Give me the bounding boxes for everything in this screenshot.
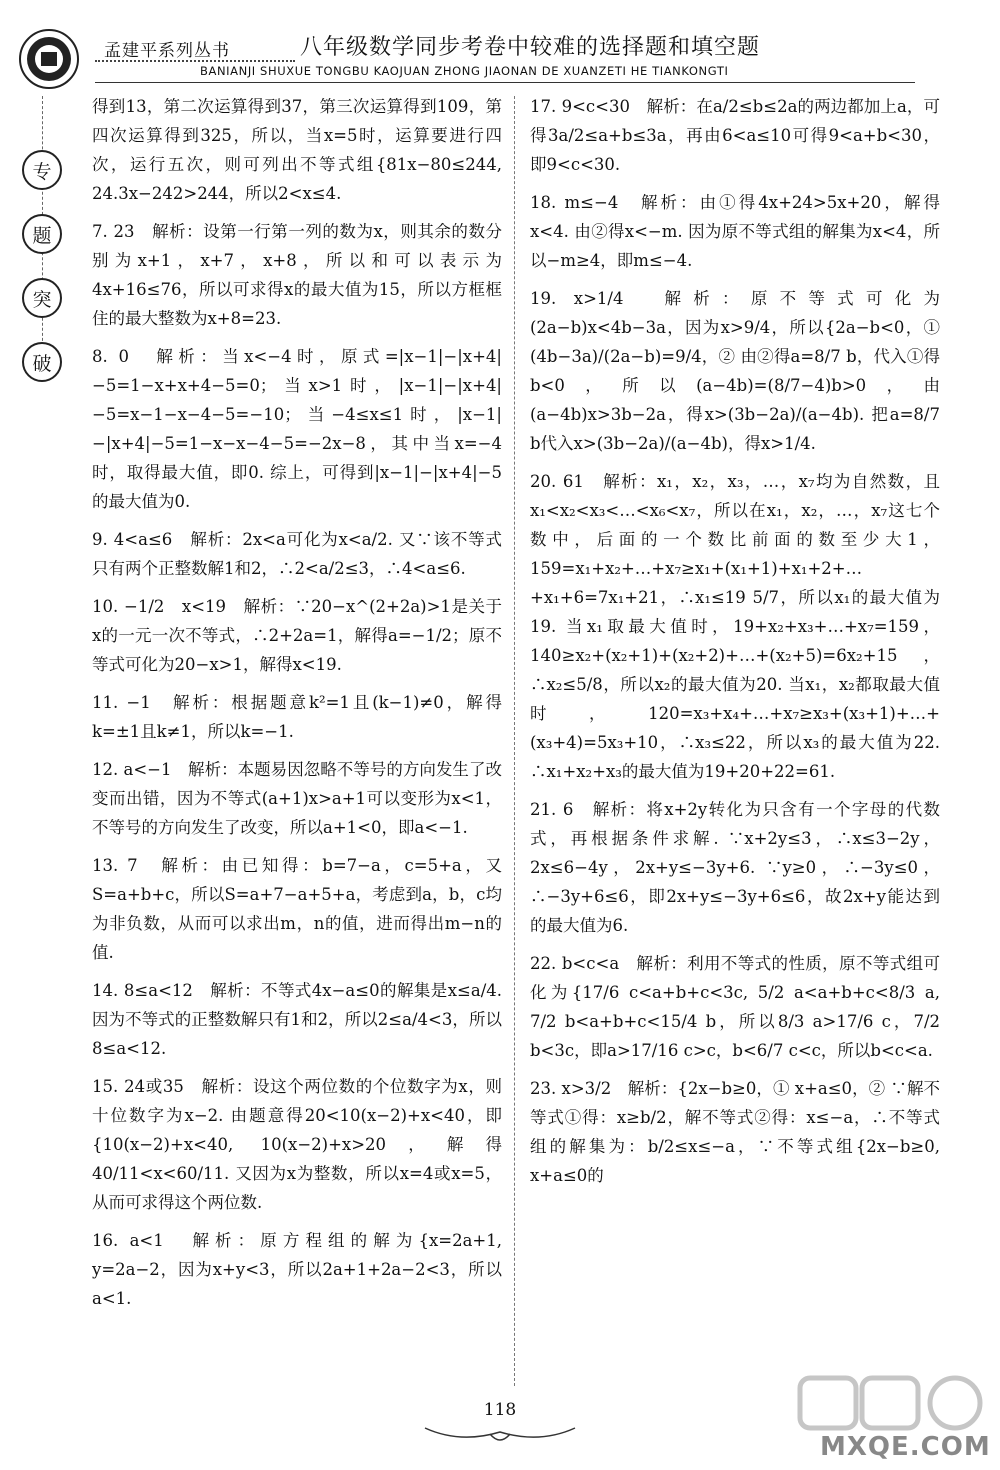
series-name: 孟建平系列丛书	[104, 41, 230, 61]
right-column	[530, 92, 940, 1199]
answer-6-continued: 得到13，第二次运算得到37，第三次运算得到109，第四次运算得到325，所以，当x=5时，运算要进行四次，运行五次，则可列出不等式组{81x−80≤244, 24.3x−242>244，所以2<x≤4.	[92, 97, 502, 203]
side-tag-1: 专	[22, 150, 62, 190]
answer-8: 8. 0 解析：当x<−4时，原式=|x−1|−|x+4|−5=1−x+x+4−5=0；当x>1时，|x−1|−|x+4|−5=x−1−x−4−5=−10；当−4≤x≤1时，|x−1|−|x+4|−5=1−x−x−4−5=−2x−8，其中当x=−4时，取得最大值，即0. 综上，可得到|x−1|−|x+4|−5的最大值为0.	[92, 347, 502, 511]
answer-10: 10. −1/2 x<19 解析：∵20−x^(2+2a)>1是关于x的一元一次不等式，∴2+2a=1，解得a=−1/2；原不等式可化为20−x>1，解得x<19.	[92, 597, 502, 674]
book-title-pinyin: BANIANJI SHUXUE TONGBU KAOJUAN ZHONG JIAONAN DE XUANZETI HE TIANKONGTI	[200, 64, 729, 78]
answer-23: 23. x>3/2 解析：{2x−b≥0，① x+a≤0，② ∵解不等式①得：x≥b/2，解不等式②得：x≤−a，∴不等式组的解集为：b/2≤x≤−a，∵不等式组{2x−b≥0, x+a≤0的	[530, 1079, 940, 1185]
side-tag-2: 题	[22, 214, 62, 254]
answer-13: 13. 7 解析：由已知得：b=7−a，c=5+a，又S=a+b+c，所以S=a+7−a+5+a，考虑到a，b，c均为非负数，从而可以求出m，n的值，进而得出m−n的值.	[92, 856, 502, 962]
column-divider	[514, 96, 515, 1386]
left-column	[92, 92, 502, 1322]
watermark-text: MXQE.COM	[820, 1432, 991, 1462]
series-logo-icon	[18, 28, 80, 90]
answer-22: 22. b<c<a 解析：利用不等式的性质，原不等式组可化为{17/6 c<a+b+c<3c, 5/2 a<a+b+c<8/3 a, 7/2 b<a+b+c<15/4 b，所以8/3 a>17/6 c，7/2 b<3c，即a>17/16 c>c，b<6/7 c<c，所以b<c<a.	[530, 954, 940, 1060]
answer-7: 7. 23 解析：设第一行第一列的数为x，则其余的数分别为x+1，x+7，x+8，所以和可以表示为4x+16≤76，所以可求得x的最大值为15，所以方框框住的最大整数为x+8=23.	[92, 222, 502, 328]
answer-11: 11. −1 解析：根据题意k²=1且(k−1)≠0，解得k=±1且k≠1，所以k=−1.	[92, 693, 502, 741]
side-tags	[22, 150, 62, 406]
book-title: 八年级数学同步考卷中较难的选择题和填空题	[300, 35, 761, 60]
answer-18: 18. m≤−4 解析：由①得4x+24>5x+20，解得x<4. 由②得x<−m. 因为原不等式组的解集为x<4，所以−m≥4，即m≤−4.	[530, 193, 940, 270]
answer-9: 9. 4<a≤6 解析：2x<a可化为x<a/2. 又∵该不等式只有两个正整数解1和2，∴2<a/2≤3，∴4<a≤6.	[92, 530, 502, 578]
answer-16: 16. a<1 解析：原方程组的解为{x=2a+1, y=2a−2，因为x+y<3，所以2a+1+2a−2<3，所以a<1.	[92, 1231, 502, 1308]
answer-20: 20. 61 解析：x₁，x₂，x₃，…，x₇均为自然数，且x₁<x₂<x₃<…<x₆<x₇，所以在x₁，x₂，…，x₇这七个数中，后面的一个数比前面的数至少大1，159=x₁+x₂+…+x₇≥x₁+(x₁+1)+x₁+2+…+x₁+6=7x₁+21，∴x₁≤19 5/7，所以x₁的最大值为19. 当x₁取最大值时，19+x₂+x₃+…+x₇=159，140≥x₂+(x₂+1)+(x₂+2)+…+(x₂+5)=6x₂+15，∴x₂≤5/8，所以x₂的最大值为20. 当x₁，x₂都取最大值时，120=x₃+x₄+…+x₇≥x₃+(x₃+1)+…+(x₃+4)=5x₃+10，∴x₃≤22，所以x₃的最大值为22. ∴x₁+x₂+x₃的最大值为19+20+22=61.	[530, 472, 940, 781]
side-tag-3: 突	[22, 278, 62, 318]
answer-17: 17. 9<c<30 解析：在a/2≤b≤2a的两边都加上a，可得3a/2≤a+b≤3a，再由6<a≤10可得9<a+b<30，即9<c<30.	[530, 97, 940, 174]
answer-21: 21. 6 解析：将x+2y转化为只含有一个字母的代数式，再根据条件求解. ∵x+2y≤3，∴x≤3−2y，2x≤6−4y，2x+y≤−3y+6. ∵y≥0，∴−3y≤0，∴−3y+6≤6，即2x+y≤−3y+6≤6，故2x+y能达到的最大值为6.	[530, 800, 940, 935]
answer-12: 12. a<−1 解析：本题易因忽略不等号的方向发生了改变而出错，因为不等式(a+1)x>a+1可以变形为x<1，不等号的方向发生了改变，所以a+1<0，即a<−1.	[92, 760, 502, 837]
answer-14: 14. 8≤a<12 解析：不等式4x−a≤0的解集是x≤a/4. 因为不等式的正整数解只有1和2，所以2≤a/4<3，所以8≤a<12.	[92, 981, 502, 1058]
page-ornament-icon	[420, 1420, 580, 1450]
page-header	[0, 0, 1000, 90]
answer-19: 19. x>1/4 解析：原不等式可化为(2a−b)x<4b−3a，因为x>9/4，所以{2a−b<0，① (4b−3a)/(2a−b)=9/4，② 由②得a=8/7 b，代入①得b<0，所以(a−4b)=(8/7−4)b>0，由(a−4b)x>3b−2a，得x>(3b−2a)/(a−4b). 把a=8/7 b代入x>(3b−2a)/(a−4b)，得x>1/4.	[530, 289, 940, 453]
header-rule	[95, 82, 915, 83]
answer-15: 15. 24或35 解析：设这个两位数的个位数字为x，则十位数字为x−2. 由题意得20<10(x−2)+x<40，即{10(x−2)+x<40, 10(x−2)+x>20，解得40/11<x<60/11. 又因为x为整数，所以x=4或x=5，从而可求得这个两位数.	[92, 1077, 502, 1212]
page-number: 118	[483, 1400, 517, 1420]
side-tag-4: 破	[22, 342, 62, 382]
